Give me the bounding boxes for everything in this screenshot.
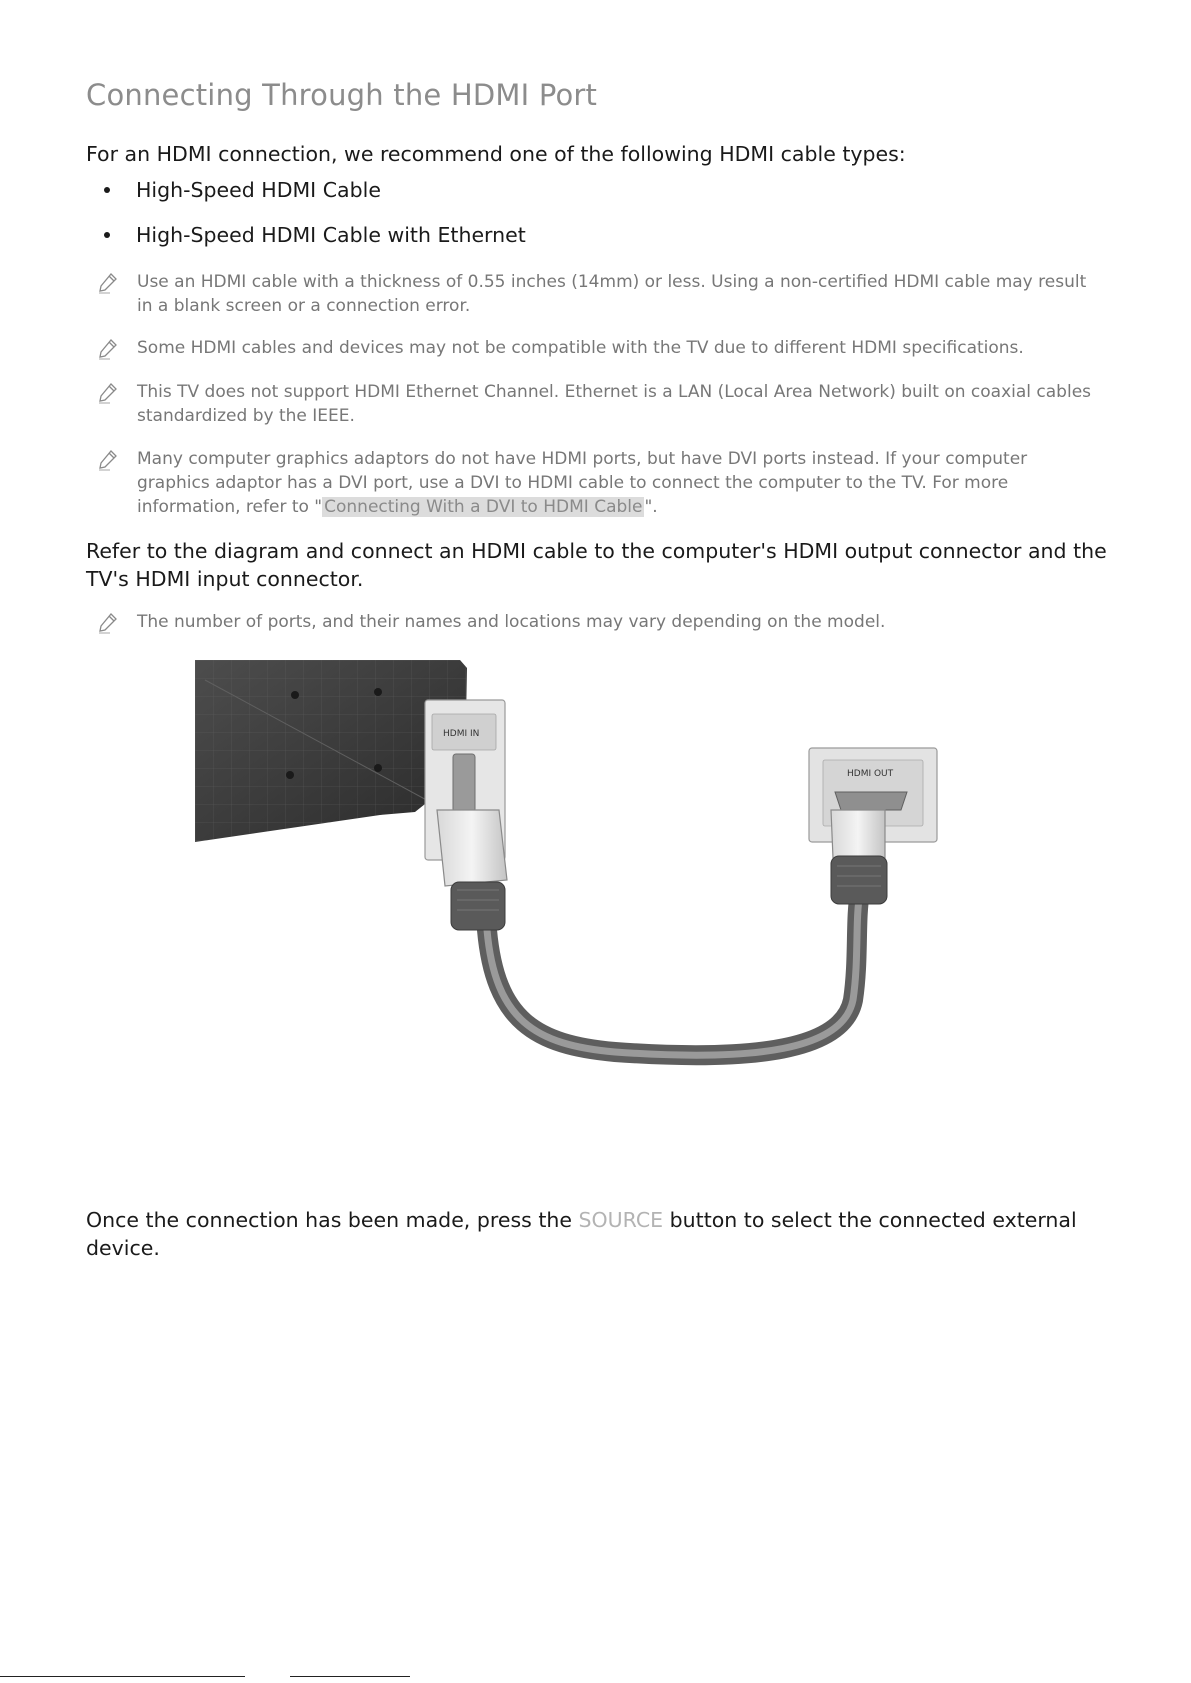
final-text-before: Once the connection has been made, press the (86, 1208, 579, 1232)
list-item-text: High-Speed HDMI Cable (136, 178, 381, 202)
pencil-icon (96, 381, 120, 405)
list-item-text: High-Speed HDMI Cable with Ethernet (136, 223, 526, 247)
pencil-icon (96, 337, 120, 361)
note-ports (96, 610, 1096, 634)
hdmi-plug-left (437, 810, 507, 930)
hdmi-plug-right (831, 810, 887, 904)
hdmi-cable (487, 892, 860, 1055)
page-title: Connecting Through the HDMI Port (86, 78, 598, 112)
note-text: Use an HDMI cable with a thickness of 0.55 inches (14mm) or less. Using a non-certified HDMI cable may result in a blank screen or a connection error. (137, 272, 1087, 316)
source-button-label: SOURCE (578, 1208, 664, 1232)
hdmi-out-label: HDMI OUT (847, 769, 894, 779)
note-text: Some HDMI cables and devices may not be compatible with the TV due to different HDMI specifications. (137, 338, 1024, 358)
bullet-dot-icon (104, 187, 110, 193)
note-text (137, 447, 1096, 519)
footer-rule (290, 1676, 410, 1677)
intro-paragraph: For an HDMI connection, we recommend one of the following HDMI cable types: (86, 142, 906, 166)
note-dvi (96, 447, 1096, 519)
final-text-after: button to select the connected external device. (86, 1208, 1077, 1260)
final-paragraph (86, 1206, 1126, 1262)
note-text: This TV does not support HDMI Ethernet Channel. Ethernet is a LAN (Local Area Network) built on coaxial cables standardized by the IEEE. (137, 382, 1092, 426)
pencil-icon (96, 271, 120, 295)
bullet-dot-icon (104, 232, 110, 238)
refer-paragraph: Refer to the diagram and connect an HDMI cable to the computer's HDMI output connector and the TV's HDMI input connector. (86, 539, 1107, 591)
pencil-icon (96, 448, 120, 472)
footer-rule (0, 1676, 245, 1677)
note-text: The number of ports, and their names and locations may vary depending on the model. (137, 612, 886, 632)
hdmi-connection-diagram (195, 660, 1015, 1130)
note-compatibility (96, 336, 1096, 360)
list-item (96, 221, 526, 266)
note-ethernet (96, 380, 1096, 428)
dvi-cable-link[interactable]: Connecting With a DVI to HDMI Cable (324, 497, 643, 517)
list-item (96, 176, 526, 221)
hdmi-in-label: HDMI IN (443, 729, 480, 739)
note-cable-thickness (96, 270, 1096, 318)
note-text-after: ". (644, 497, 658, 517)
note-text-before: Many computer graphics adaptors do not have HDMI ports, but have DVI ports instead. If your computer graphics adaptor has a DVI port, use a DVI to HDMI cable to connect the computer to the TV. For more information, refer to " (137, 449, 1028, 517)
pencil-icon (96, 611, 120, 635)
cable-type-list (96, 176, 526, 266)
